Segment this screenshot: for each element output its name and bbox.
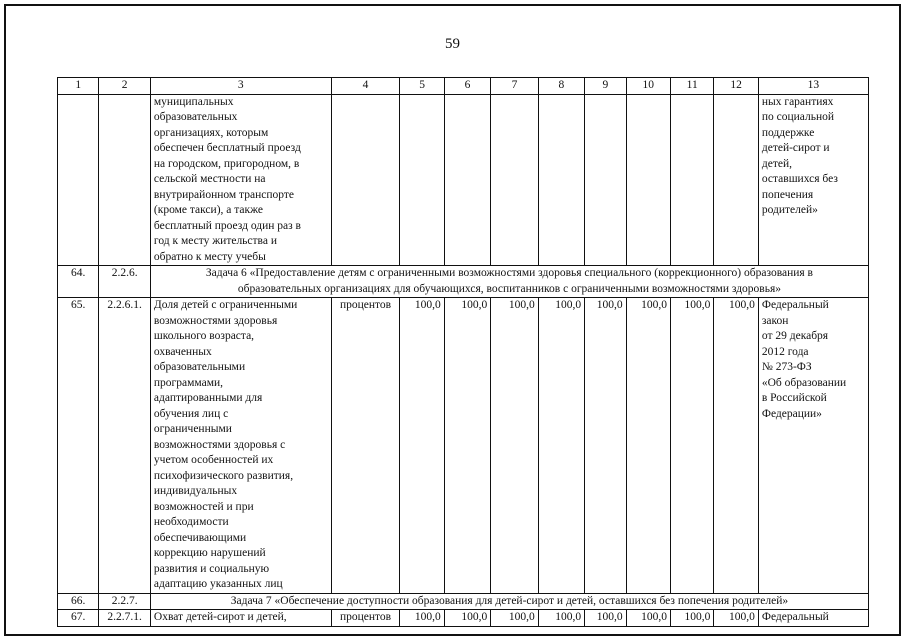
task-row <box>58 593 869 610</box>
basis-line: ных гарантиях <box>761 95 834 108</box>
task-text-cell <box>150 593 868 610</box>
indicator-description-cell <box>150 610 331 627</box>
description-line: образовательными <box>153 361 246 373</box>
basis-line: по социальной <box>761 111 835 123</box>
unit-cell <box>331 94 400 266</box>
task-text-cell <box>150 266 868 298</box>
legal-basis-cell <box>758 610 868 627</box>
column-number-cell: 13 <box>758 78 868 95</box>
row-code-cell: 2.2.6.1. <box>99 298 151 594</box>
legal-basis-cell <box>758 298 868 594</box>
basis-line: «Об образовании <box>761 376 847 389</box>
row-code-cell: 2.2.7. <box>99 593 151 610</box>
task-row <box>58 266 869 298</box>
basis-line: № 273-ФЗ <box>761 361 812 373</box>
basis-line: поддержке <box>761 126 815 139</box>
description-line: коррекцию нарушений <box>153 547 266 559</box>
value-cell <box>400 94 444 266</box>
indicator-description-cell <box>150 94 331 266</box>
description-line: психофизического развития, <box>153 469 294 482</box>
column-number-cell: 11 <box>671 78 714 95</box>
indicator-description-cell <box>150 298 331 594</box>
value-cell: 100,0 <box>400 610 444 627</box>
indicator-table <box>57 77 869 627</box>
value-cell <box>626 94 670 266</box>
column-number-cell: 12 <box>714 78 758 95</box>
description-line: охваченных <box>153 345 212 358</box>
basis-line: 2012 года <box>761 345 809 358</box>
description-line: образовательных <box>153 111 238 123</box>
value-cell: 100,0 <box>671 298 714 594</box>
description-line: ограниченными <box>153 423 232 435</box>
column-number-cell: 8 <box>538 78 584 95</box>
description-line: бесплатный проезд один раз в <box>153 219 301 232</box>
description-line: обратно к месту учебы <box>153 250 266 263</box>
description-line: возможностей и при <box>153 500 254 513</box>
unit-cell: процентов <box>331 298 400 594</box>
description-line: учетом особенностей их <box>153 454 274 466</box>
basis-line: попечения <box>761 188 814 201</box>
value-cell <box>714 94 758 266</box>
row-number-cell: 67. <box>58 610 99 627</box>
description-line: обеспечивающими <box>153 531 247 544</box>
description-line: год к месту жительства и <box>153 235 277 247</box>
basis-line: закон <box>761 314 789 327</box>
description-line: программами, <box>153 376 224 389</box>
value-cell: 100,0 <box>714 610 758 627</box>
column-number-cell: 5 <box>400 78 444 95</box>
column-number-cell: 6 <box>444 78 490 95</box>
value-cell: 100,0 <box>491 298 538 594</box>
row-number-cell: 66. <box>58 593 99 610</box>
description-line: развития и социальную <box>153 562 270 575</box>
column-number-cell: 3 <box>150 78 331 95</box>
basis-line: детей-сирот и <box>761 142 830 154</box>
value-cell: 100,0 <box>444 298 490 594</box>
value-cell: 100,0 <box>538 610 584 627</box>
description-line: на городском, пригородном, в <box>153 157 300 170</box>
value-cell <box>538 94 584 266</box>
value-cell: 100,0 <box>585 610 626 627</box>
column-number-cell: 9 <box>585 78 626 95</box>
value-cell <box>671 94 714 266</box>
value-cell: 100,0 <box>714 298 758 594</box>
row-number-cell: 64. <box>58 266 99 298</box>
unit-cell: процентов <box>331 610 400 627</box>
description-line: внутрирайонном транспорте <box>153 188 294 201</box>
column-number-cell: 1 <box>58 78 99 95</box>
basis-line: оставшихся без <box>761 173 838 185</box>
table-row <box>58 94 869 266</box>
value-cell <box>491 94 538 266</box>
row-code-cell: 2.2.6. <box>99 266 151 298</box>
table-row <box>58 298 869 594</box>
description-line: адаптацию указанных лиц <box>153 578 283 590</box>
basis-line: от 29 декабря <box>761 330 829 342</box>
description-line: индивидуальных <box>153 485 238 497</box>
value-cell: 100,0 <box>671 610 714 627</box>
description-line: Доля детей с ограниченными <box>153 299 298 311</box>
description-line: возможностями здоровья с <box>153 438 286 451</box>
value-cell: 100,0 <box>626 298 670 594</box>
value-cell <box>444 94 490 266</box>
column-number-cell: 2 <box>99 78 151 95</box>
description-line: возможностями здоровья <box>153 314 278 327</box>
description-line: школьного возраста, <box>153 330 255 342</box>
column-number-row <box>58 78 869 95</box>
basis-line: родителей» <box>761 204 818 216</box>
task-text-line: Задача 6 «Предоставление детям с ограниченными возможностями здоровья специального (коррекционного) образования в <box>205 267 813 279</box>
basis-line: детей, <box>761 157 792 170</box>
value-cell <box>585 94 626 266</box>
page-number: 59 <box>445 36 460 52</box>
value-cell: 100,0 <box>626 610 670 627</box>
value-cell: 100,0 <box>444 610 490 627</box>
column-number-cell: 4 <box>331 78 400 95</box>
description-line: (кроме такси), а также <box>153 204 264 216</box>
row-code-cell: 2.2.7.1. <box>99 610 151 627</box>
value-cell: 100,0 <box>400 298 444 594</box>
description-line: необходимости <box>153 516 229 528</box>
basis-line: Федеральный <box>761 299 829 311</box>
value-cell: 100,0 <box>585 298 626 594</box>
description-line: обучения лиц с <box>153 407 229 420</box>
basis-line: в Российской <box>761 392 827 404</box>
basis-line: Федеральный <box>761 611 829 623</box>
table-row <box>58 610 869 627</box>
row-number-cell <box>58 94 99 266</box>
description-line: организациях, которым <box>153 126 269 139</box>
row-number-cell: 65. <box>58 298 99 594</box>
description-line: Охват детей-сирот и детей, <box>153 611 287 623</box>
legal-basis-cell <box>758 94 868 266</box>
column-number-cell: 10 <box>626 78 670 95</box>
description-line: обеспечен бесплатный проезд <box>153 142 301 154</box>
description-line: муниципальных <box>153 95 234 108</box>
column-number-cell: 7 <box>491 78 538 95</box>
basis-line: Федерации» <box>761 407 822 420</box>
description-line: сельской местности на <box>153 173 266 185</box>
value-cell: 100,0 <box>491 610 538 627</box>
description-line: адаптированными для <box>153 392 263 404</box>
row-code-cell <box>99 94 151 266</box>
value-cell: 100,0 <box>538 298 584 594</box>
task-text-line: Задача 7 «Обеспечение доступности образования для детей-сирот и детей, оставшихся без попечения родителей» <box>230 594 789 607</box>
task-text-line: образовательных организациях для обучающихся, воспитанников с ограниченными возможностями здоровья» <box>237 282 782 295</box>
